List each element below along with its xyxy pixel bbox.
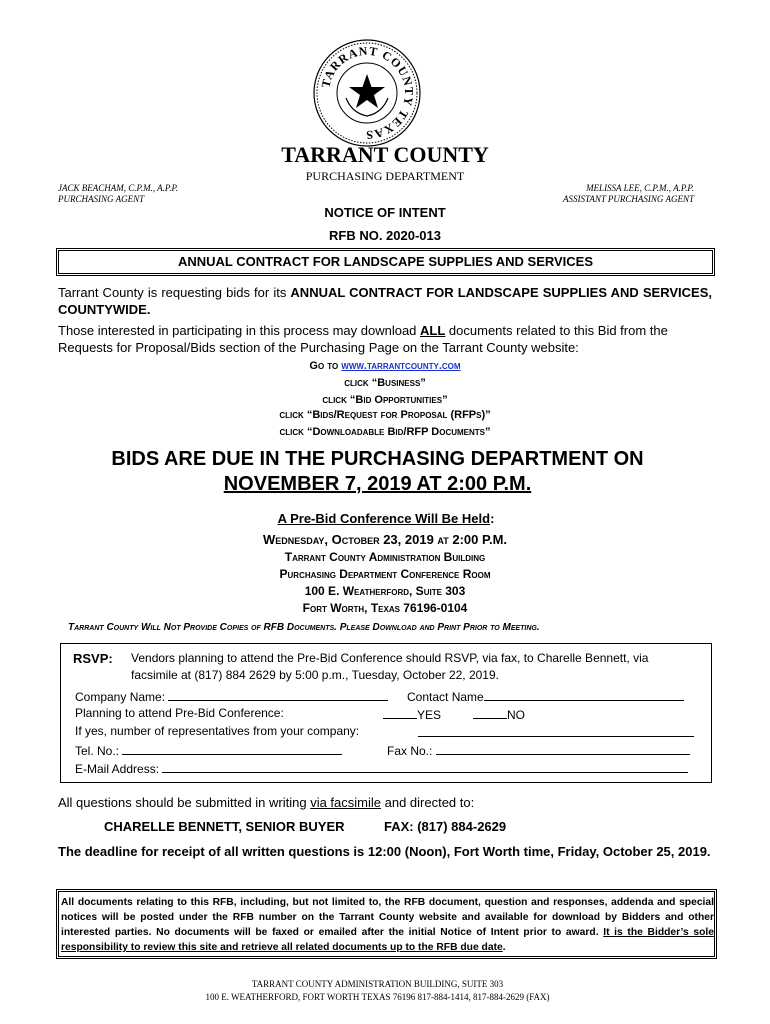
prebid-address: 100 E. Weatherford, Suite 303	[304, 584, 466, 598]
step-business: click “Business”	[344, 377, 426, 389]
fax-field[interactable]	[436, 742, 690, 755]
intro-paragraph-2	[58, 322, 712, 356]
download-text: Those interested in participating in this process may download	[58, 323, 421, 338]
email-label: E-Mail Address:	[75, 762, 160, 776]
fax-label: Fax No.:	[387, 744, 433, 758]
company-name-row	[75, 688, 388, 704]
county-seal	[312, 38, 422, 148]
prebid-room: Purchasing Department Conference Room	[279, 567, 491, 581]
contact-name-field[interactable]	[484, 688, 684, 701]
prebid-date: Wednesday, October 23, 2019 at 2:00 P.M.	[262, 532, 508, 547]
questions-intro	[58, 795, 474, 810]
step-downloadable-docs: click “Downloadable Bid/RFP Documents”	[279, 426, 491, 438]
purchasing-agent-name: JACK BEACHAM, C.P.M., A.P.P.	[58, 183, 179, 193]
footer-line-1: TARRANT COUNTY ADMINISTRATION BUILDING, SUITE 303	[251, 979, 504, 989]
documents-notice-text: All documents relating to this RFB, including, but not limited to, the RFB document, question and responses, addenda and special notices will be posted under the RFB number on the Tarrant County website and available for download by Bidders and other interested parties. No documents will be faxed or emailed after the initial Notice of Intent prior to award.	[61, 897, 714, 938]
step-bid-opportunities: click “Bid Opportunities”	[322, 394, 448, 406]
all-emphasis: ALL	[420, 323, 446, 338]
due-line-1: BIDS ARE DUE IN THE PURCHASING DEPARTMENT ON	[111, 448, 644, 470]
no-label: NO	[507, 708, 525, 722]
due-line-2: NOVEMBER 7, 2019 AT 2:00 P.M.	[223, 473, 532, 495]
assistant-agent-name: MELISSA LEE, C.P.M., A.P.P.	[586, 183, 694, 193]
website-link[interactable]: www.tarrantcounty.com	[341, 360, 461, 372]
download-text-end: documents related to this Bid from the Requests for Proposal/Bids section of the Purchasing Page on the Tarrant County website:	[58, 323, 668, 355]
rsvp-text-2: facsimile at (817) 884 2629 by 5:00 p.m., Tuesday, October 22, 2019.	[131, 668, 499, 682]
intro-text: Tarrant County is requesting bids for its	[58, 285, 291, 300]
step-bids-rfp: click “Bids/Request for Proposal (RFPs)”	[279, 409, 491, 421]
rsvp-text-1: Vendors planning to attend the Pre-Bid Conference should RSVP, via fax, to Charelle Bennett, via	[131, 651, 649, 665]
planning-label: Planning to attend Pre-Bid Conference:	[75, 706, 284, 720]
department-name: PURCHASING DEPARTMENT	[305, 169, 465, 183]
questions-deadline: The deadline for receipt of all written questions is 12:00 (Noon), Fort Worth time, Friday, October 25, 2019.	[58, 844, 711, 859]
contract-title: ANNUAL CONTRACT FOR LANDSCAPE SUPPLIES AND SERVICES	[177, 254, 594, 269]
intro-contract: ANNUAL CONTRACT FOR LANDSCAPE SUPPLIES AND SERVICES, COUNTYWIDE.	[58, 285, 712, 317]
no-option	[473, 706, 525, 722]
email-row	[75, 760, 688, 776]
no-field[interactable]	[473, 706, 507, 719]
questions-text: All questions should be submitted in writing	[58, 795, 311, 810]
assistant-agent-title: ASSISTANT PURCHASING AGENT	[562, 194, 694, 204]
contact-name-label: Contact Name	[407, 690, 484, 704]
tel-row	[75, 742, 342, 758]
documents-notice-box	[56, 889, 717, 959]
yes-label: YES	[417, 708, 442, 722]
notice-period: .	[502, 942, 506, 953]
company-name-field[interactable]	[168, 688, 388, 701]
prebid-heading: A Pre-Bid Conference Will Be Held	[277, 511, 491, 526]
no-copies-notice: Tarrant County Will Not Provide Copies of RFB Documents. Please Download and Print Prior to Meeting.	[68, 622, 540, 633]
questions-text-end: and directed to:	[381, 795, 475, 810]
company-name-label: Company Name:	[75, 690, 166, 704]
buyer-name: CHARELLE BENNETT, SENIOR BUYER	[104, 819, 345, 834]
prebid-heading-row	[0, 511, 770, 526]
rsvp-label: RSVP:	[73, 651, 113, 666]
fax-row	[387, 742, 690, 758]
prebid-city: Fort Worth, Texas 76196-0104	[302, 601, 468, 615]
reps-label: If yes, number of representatives from your company:	[75, 724, 360, 738]
yes-field[interactable]	[383, 706, 417, 719]
rfb-number: RFB NO. 2020-013	[329, 228, 441, 243]
contact-name-row	[407, 688, 684, 704]
purchasing-agent-title: PURCHASING AGENT	[58, 194, 145, 204]
tel-field[interactable]	[122, 742, 342, 755]
buyer-fax: FAX: (817) 884-2629	[384, 819, 507, 834]
contract-title-box	[56, 248, 715, 276]
rsvp-box	[60, 643, 712, 783]
goto-label: Go to	[309, 360, 342, 372]
via-facsimile: via facsimile	[310, 795, 381, 810]
intro-paragraph-1	[58, 284, 712, 318]
reps-field[interactable]	[418, 724, 694, 737]
email-field[interactable]	[162, 760, 688, 773]
tel-label: Tel. No.:	[75, 744, 120, 758]
county-title: TARRANT COUNTY	[281, 142, 489, 167]
yes-option	[383, 706, 441, 722]
prebid-building: Tarrant County Administration Building	[284, 550, 486, 564]
seal-text: TARRANT COUNTY TEXAS	[318, 43, 417, 143]
step-goto	[0, 360, 770, 372]
notice-heading: NOTICE OF INTENT	[324, 205, 446, 220]
footer-line-2: 100 E. WEATHERFORD, FORT WORTH TEXAS 76196 817-884-1414, 817-884-2629 (FAX)	[205, 992, 550, 1002]
bidder-responsibility: It is the Bidder’s sole responsibility to review this site and retrieve all related documents up to the RFB due date	[61, 927, 714, 953]
prebid-colon: :	[490, 511, 495, 526]
